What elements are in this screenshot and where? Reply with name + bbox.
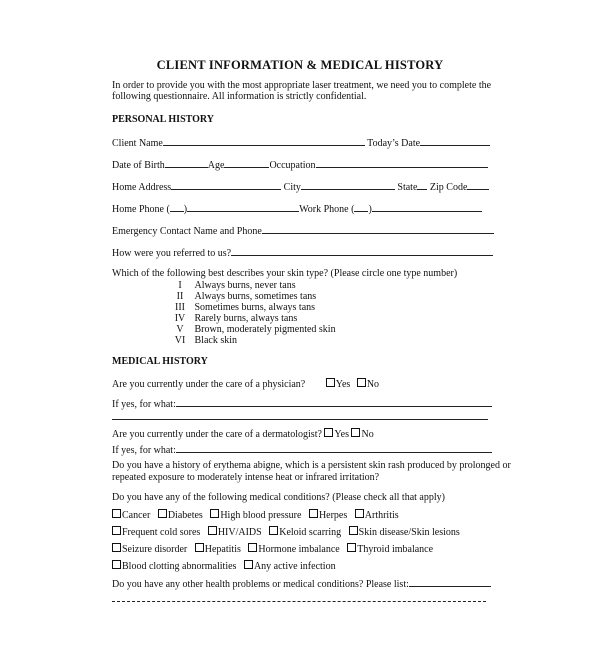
checkbox-icon[interactable] bbox=[210, 509, 219, 518]
no-label: No bbox=[361, 429, 374, 440]
condition-hepatitis[interactable]: Hepatitis bbox=[195, 544, 241, 555]
client-name-label: Client Name bbox=[112, 138, 163, 149]
condition-arthritis[interactable]: Arthritis bbox=[355, 510, 399, 521]
referred-label: How were you referred to us? bbox=[112, 248, 232, 259]
emergency-field[interactable] bbox=[262, 224, 494, 234]
physician-row bbox=[112, 378, 379, 391]
form-title: CLIENT INFORMATION & MEDICAL HISTORY bbox=[156, 58, 444, 72]
age-field[interactable] bbox=[224, 158, 269, 168]
derm-no-checkbox[interactable] bbox=[351, 428, 360, 437]
todays-date-field[interactable] bbox=[420, 136, 490, 146]
checkbox-icon[interactable] bbox=[208, 526, 217, 535]
age-label: Age bbox=[207, 160, 225, 171]
phone-row bbox=[112, 202, 482, 216]
condition-diabetes[interactable]: Diabetes bbox=[158, 510, 203, 521]
city-label: City bbox=[283, 182, 301, 193]
condition-cold-sores[interactable]: Frequent cold sores bbox=[112, 527, 200, 538]
checkbox-icon[interactable] bbox=[244, 560, 253, 569]
home-phone-area-field[interactable] bbox=[170, 202, 184, 212]
checkbox-icon[interactable] bbox=[248, 543, 257, 552]
skin-type-number[interactable]: III bbox=[175, 302, 185, 313]
dob-row bbox=[112, 158, 488, 172]
skin-type-desc: Black skin bbox=[194, 335, 237, 346]
condition-hiv-aids[interactable]: HIV/AIDS bbox=[208, 527, 262, 538]
skin-type-number[interactable]: I bbox=[178, 280, 182, 291]
condition-blood-clotting[interactable]: Blood clotting abnormalities bbox=[112, 561, 236, 572]
conditions-row-3 bbox=[112, 543, 438, 556]
occupation-label: Occupation bbox=[269, 160, 316, 171]
checkbox-icon[interactable] bbox=[349, 526, 358, 535]
skin-type-question: Which of the following best describes your skin type? (Please circle one type number) bbox=[112, 268, 458, 279]
condition-cancer[interactable]: Cancer bbox=[112, 510, 150, 521]
conditions-row-4 bbox=[112, 560, 341, 573]
blank-line-2 bbox=[112, 592, 486, 606]
other-conditions-field[interactable] bbox=[409, 577, 491, 587]
occupation-field[interactable] bbox=[316, 158, 488, 168]
physician-if-yes-row bbox=[112, 397, 492, 411]
client-name-field[interactable] bbox=[163, 136, 365, 146]
referred-row bbox=[112, 246, 493, 260]
condition-thyroid[interactable]: Thyroid imbalance bbox=[347, 544, 433, 555]
state-field[interactable] bbox=[417, 180, 427, 190]
if-yes-label: If yes, for what: bbox=[112, 399, 176, 410]
emergency-row bbox=[112, 224, 494, 238]
personal-history-heading: PERSONAL HISTORY bbox=[112, 114, 214, 125]
emergency-label: Emergency Contact Name and Phone bbox=[112, 226, 262, 237]
derm-if-yes-row bbox=[112, 443, 492, 457]
skin-type-desc: Always burns, sometimes tans bbox=[194, 291, 317, 302]
todays-date-label: Today’s Date bbox=[367, 138, 421, 149]
skin-type-number[interactable]: VI bbox=[174, 335, 186, 346]
conditions-question: Do you have any of the following medical conditions? (Please check all that apply) bbox=[112, 492, 445, 503]
checkbox-icon[interactable] bbox=[269, 526, 278, 535]
skin-type-number[interactable]: V bbox=[176, 324, 184, 335]
derm-yes-checkbox[interactable] bbox=[324, 428, 333, 437]
home-phone-paren: ) bbox=[183, 204, 188, 215]
zip-field[interactable] bbox=[467, 180, 489, 190]
skin-type-desc: Always burns, never tans bbox=[194, 280, 296, 291]
condition-keloid[interactable]: Keloid scarring bbox=[269, 527, 341, 538]
condition-herpes[interactable]: Herpes bbox=[309, 510, 347, 521]
work-phone-area-field[interactable] bbox=[354, 202, 368, 212]
checkbox-icon[interactable] bbox=[347, 543, 356, 552]
condition-hormone[interactable]: Hormone imbalance bbox=[248, 544, 339, 555]
state-label: State bbox=[397, 182, 418, 193]
intro-text: In order to provide you with the most appropriate laser treatment, we need you to complete the following questionnaire. All information is strictly confidential. bbox=[112, 80, 492, 102]
skin-type-desc: Sometimes burns, always tans bbox=[194, 302, 316, 313]
no-label: No bbox=[366, 379, 380, 390]
address-row bbox=[112, 180, 489, 194]
skin-type-desc: Rarely burns, always tans bbox=[194, 313, 298, 324]
erythema-question: Do you have a history of erythema abigne, which is a persistent skin rash produced by prolonged or repeated exposure to moderately intense heat or infrared irritation? bbox=[112, 460, 511, 483]
skin-type-6[interactable] bbox=[168, 335, 237, 347]
physician-yes-checkbox[interactable] bbox=[326, 378, 335, 387]
dermatologist-row bbox=[112, 428, 374, 441]
dob-field[interactable] bbox=[165, 158, 208, 168]
work-phone-field[interactable] bbox=[372, 202, 482, 212]
work-phone-paren: ) bbox=[368, 204, 372, 215]
yes-label: Yes bbox=[335, 379, 351, 390]
conditions-row-1 bbox=[112, 509, 404, 522]
work-phone-label: Work Phone ( bbox=[299, 204, 355, 215]
other-conditions-question: Do you have any other health problems or medical conditions? Please list: bbox=[112, 579, 409, 590]
condition-active-infection[interactable]: Any active infection bbox=[244, 561, 336, 572]
skin-type-number[interactable]: II bbox=[176, 291, 184, 302]
city-field[interactable] bbox=[301, 180, 395, 190]
physician-question: Are you currently under the care of a physician? bbox=[112, 379, 306, 390]
condition-high-blood-pressure[interactable]: High blood pressure bbox=[210, 510, 301, 521]
condition-seizure[interactable]: Seizure disorder bbox=[112, 544, 187, 555]
checkbox-icon[interactable] bbox=[309, 509, 318, 518]
checkbox-icon[interactable] bbox=[112, 526, 121, 535]
client-name-row bbox=[112, 136, 490, 150]
physician-extra-line[interactable] bbox=[112, 410, 488, 420]
skin-type-number[interactable]: IV bbox=[174, 313, 186, 324]
physician-no-checkbox[interactable] bbox=[357, 378, 366, 387]
checkbox-icon[interactable] bbox=[112, 509, 121, 518]
yes-label: Yes bbox=[334, 429, 349, 440]
other-conditions-extra-line[interactable] bbox=[112, 592, 486, 602]
referred-field[interactable] bbox=[231, 246, 493, 256]
if-yes-label: If yes, for what: bbox=[112, 445, 176, 456]
other-conditions-row bbox=[112, 577, 491, 591]
skin-type-desc: Brown, moderately pigmented skin bbox=[194, 324, 336, 335]
checkbox-icon[interactable] bbox=[112, 560, 121, 569]
home-address-field[interactable] bbox=[171, 180, 281, 190]
checkbox-icon[interactable] bbox=[112, 543, 121, 552]
derm-if-yes-field[interactable] bbox=[176, 443, 492, 453]
condition-skin-disease[interactable]: Skin disease/Skin lesions bbox=[349, 527, 460, 538]
physician-if-yes-field[interactable] bbox=[176, 397, 492, 407]
medical-history-heading: MEDICAL HISTORY bbox=[112, 356, 208, 367]
blank-line-1 bbox=[112, 410, 488, 424]
home-phone-label: Home Phone ( bbox=[112, 204, 170, 215]
checkbox-icon[interactable] bbox=[355, 509, 364, 518]
home-phone-field[interactable] bbox=[187, 202, 299, 212]
conditions-row-2 bbox=[112, 526, 465, 539]
checkbox-icon[interactable] bbox=[158, 509, 167, 518]
zip-label: Zip Code bbox=[429, 182, 468, 193]
home-address-label: Home Address bbox=[112, 182, 172, 193]
dob-label: Date of Birth bbox=[112, 160, 165, 171]
dermatologist-question: Are you currently under the care of a dermatologist? bbox=[112, 429, 322, 440]
checkbox-icon[interactable] bbox=[195, 543, 204, 552]
